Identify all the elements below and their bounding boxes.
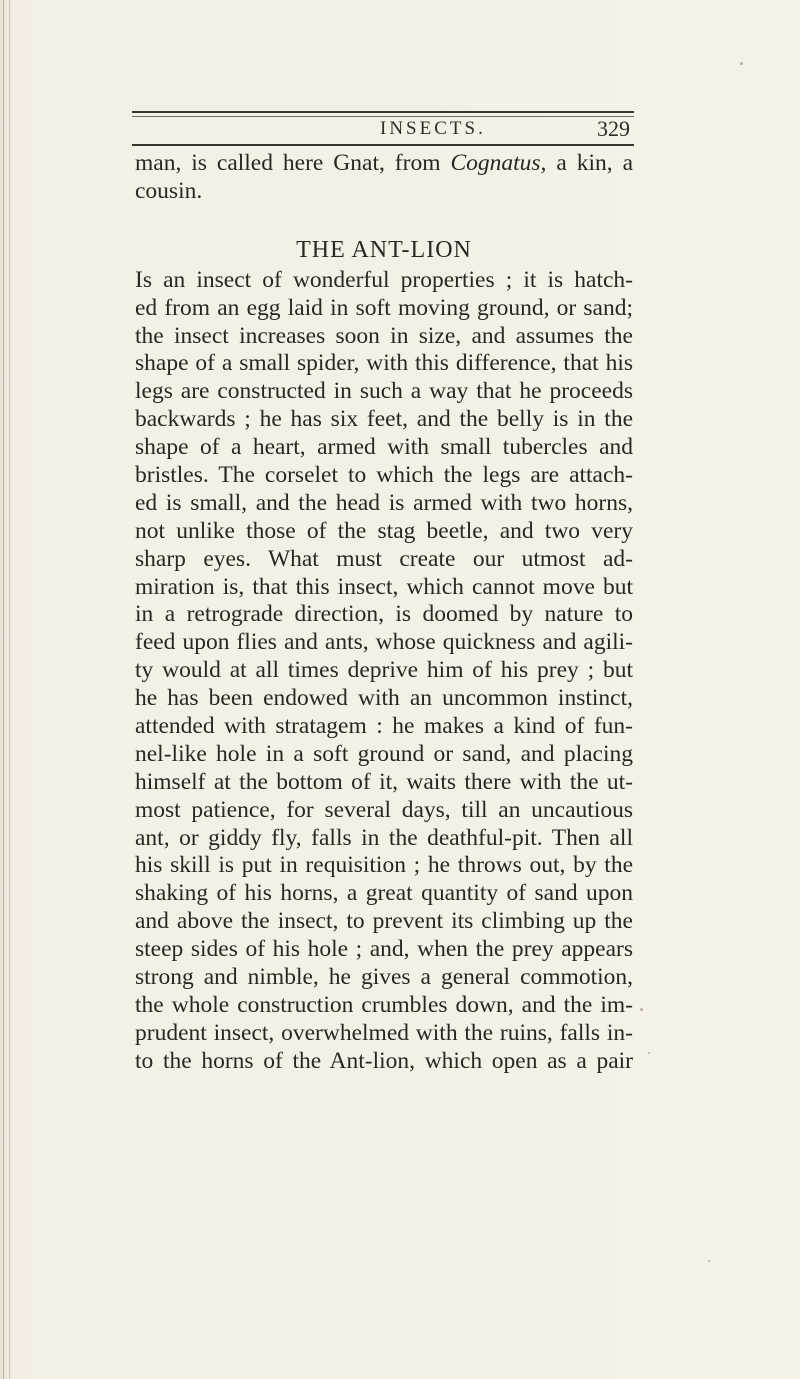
text-line: to the horns of the Ant-lion, which open as a pair bbox=[135, 1047, 633, 1074]
body-text bbox=[135, 150, 633, 1076]
header-rule-bottom bbox=[132, 144, 634, 146]
section-title: THE ANT-LION bbox=[296, 236, 472, 263]
text-line: in a retrograde direction, is doomed by nature to bbox=[135, 601, 633, 628]
page-number: 329 bbox=[597, 116, 630, 141]
text-line: ed from an egg laid in soft moving ground, or sand; bbox=[135, 294, 633, 321]
running-head bbox=[132, 114, 634, 144]
text-line: cousin. bbox=[135, 177, 203, 204]
text-line: backwards ; he has six feet, and the belly is in the bbox=[135, 406, 633, 433]
paper-speck bbox=[708, 1260, 710, 1262]
text-line: attended with stratagem : he makes a kind of fun- bbox=[135, 713, 633, 740]
gutter-line bbox=[9, 0, 10, 1379]
text-line: most patience, for several days, till an uncautious bbox=[135, 796, 633, 823]
text-line bbox=[135, 150, 633, 178]
text-line: and above the insect, to prevent its climbing up the bbox=[135, 908, 633, 935]
text-line: bristles. The corselet to which the legs are attach- bbox=[135, 462, 633, 489]
text-line: miration is, that this insect, which cannot move but bbox=[135, 573, 633, 600]
text-line: ant, or giddy fly, falls in the deathful-pit. Then all bbox=[135, 824, 633, 851]
header-rule-top bbox=[132, 111, 634, 113]
text-line: legs are constructed in such a way that he proceeds bbox=[135, 378, 633, 405]
text-line: himself at the bottom of it, waits there with the ut- bbox=[135, 768, 633, 795]
latin-word: Cognatus, bbox=[450, 150, 547, 176]
running-head-title: INSECTS. bbox=[380, 118, 486, 139]
paper-speck bbox=[640, 1008, 643, 1011]
text-run: a kin, a bbox=[546, 150, 634, 176]
text-line: feed upon flies and ants, whose quickness and agili- bbox=[135, 629, 633, 656]
text-line: ed is small, and the head is armed with two horns, bbox=[135, 489, 633, 516]
text-line: not unlike those of the stag beetle, and two very bbox=[135, 517, 633, 544]
text-line: his skill is put in requisition ; he throws out, by the bbox=[135, 852, 633, 879]
text-line: shape of a heart, armed with small tubercles and bbox=[135, 434, 633, 461]
text-line: the whole construction crumbles down, and the im- bbox=[135, 991, 633, 1018]
text-line: steep sides of his hole ; and, when the prey appears bbox=[135, 936, 633, 963]
text-line: the insect increases soon in size, and assumes the bbox=[135, 322, 633, 349]
text-run: man, is called here Gnat, from bbox=[135, 150, 451, 176]
paper-speck bbox=[648, 1052, 650, 1054]
text-line: shape of a small spider, with this difference, that his bbox=[135, 350, 633, 377]
gutter-line bbox=[3, 0, 4, 1379]
text-line: sharp eyes. What must create our utmost ad- bbox=[135, 545, 633, 572]
text-line: nel-like hole in a soft ground or sand, and placing bbox=[135, 740, 633, 767]
text-line: shaking of his horns, a great quantity of sand upon bbox=[135, 880, 633, 907]
text-line: Is an insect of wonderful properties ; it is hatch- bbox=[135, 266, 633, 293]
text-line: ty would at all times deprive him of his prey ; but bbox=[135, 657, 633, 684]
paper-speck bbox=[740, 62, 743, 65]
text-line: prudent insect, overwhelmed with the ruins, falls in- bbox=[135, 1019, 633, 1046]
text-line: strong and nimble, he gives a general commotion, bbox=[135, 964, 633, 991]
text-line: he has been endowed with an uncommon instinct, bbox=[135, 685, 633, 712]
